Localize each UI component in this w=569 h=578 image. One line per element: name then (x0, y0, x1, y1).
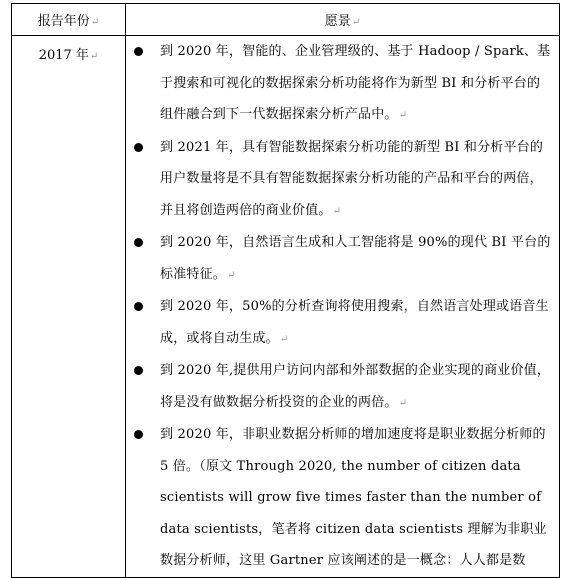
paragraph-mark-icon: ↵ (398, 110, 408, 121)
vision-text: 到 2020 年，50%的分析查询将使用搜索，自然语言处理或语音生成，或将自动生成。 (160, 299, 549, 346)
header-vision (126, 4, 560, 36)
vision-bullet-list (126, 36, 559, 577)
paragraph-mark-icon: ↵ (279, 333, 289, 345)
list-item (126, 227, 551, 291)
bullet-icon (134, 302, 143, 311)
vision-text: 到 2020 年，智能的、企业管理级的、基于 Hadoop / Spark、基于搜索和可视化的数据探索分析功能将作为新型 BI 和分析平台的组件融合到下一代数据探索分析产品中。 (160, 44, 551, 122)
table-row (12, 36, 560, 578)
vision-cell (126, 36, 560, 578)
list-item (126, 355, 551, 419)
bullet-icon (134, 238, 143, 247)
vision-text: 到 2020 年，自然语言生成和人工智能将是 90%的现代 BI 平台的标准特征。 (160, 235, 551, 282)
header-report-year-label: 报告年份 (37, 14, 90, 29)
vision-text: 到 2021 年，具有智能数据探索分析功能的新型 BI 和分析平台的用户数量将是不具有智能数据探索分析功能的产品和平台的两倍，并且将创造两倍的商业价值。 (160, 139, 544, 218)
bullet-icon (134, 430, 143, 439)
table-header-row (12, 4, 560, 36)
vision-text: 到 2020 年,提供用户访问内部和外部数据的企业实现的商业价值，将是没有做数据分析投资的企业的两倍。 (160, 363, 551, 410)
paragraph-mark-icon: ↵ (90, 17, 100, 28)
header-report-year (12, 4, 126, 36)
paragraph-mark-icon: ↵ (227, 269, 236, 281)
list-item (126, 132, 551, 228)
year-value: 2017 年 (38, 48, 89, 63)
paragraph-mark-icon: ↵ (398, 397, 408, 409)
vision-text: 到 2020 年，非职业数据分析师的增加速度将是职业数据分析师的 5 倍。（原文 Through 2020, the number of citizen data scientists will grow five times faster than the number of data scientists，笔者将 citizen data scientists 理解为非职业数据分析师，这里 Gartner 应该阐述的是一概念：人人都是数 (160, 427, 547, 568)
list-item (126, 36, 551, 132)
paragraph-mark-icon: ↵ (332, 205, 342, 217)
bullet-icon (134, 366, 143, 375)
list-item (126, 291, 551, 355)
header-vision-label: 愿景 (324, 14, 351, 29)
paragraph-mark-icon: ↵ (351, 17, 361, 28)
bullet-icon (134, 47, 143, 56)
paragraph-mark-icon: ↵ (89, 51, 99, 62)
bullet-icon (134, 143, 143, 152)
vision-table (11, 3, 560, 578)
year-cell (12, 36, 126, 578)
list-item (126, 419, 551, 577)
